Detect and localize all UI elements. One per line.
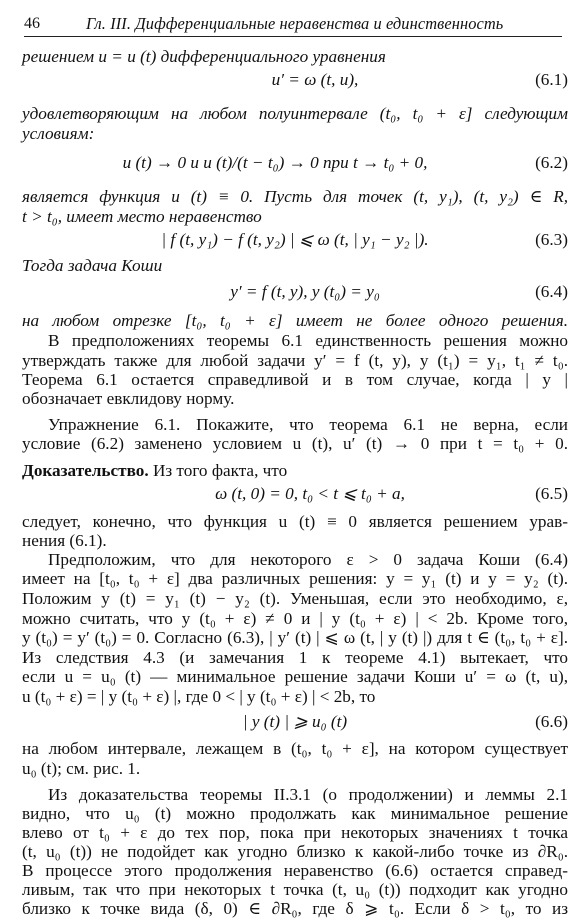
equation-formula: | y (t) | ⩾ u₀ (t) [242, 712, 348, 731]
text-line: Из следствия 4.3 (и замечания 1 к теореме 4.1) вытекает, что [22, 648, 568, 667]
text-line: на любом интервале, лежащем в (t₀, t₀ + ε], на котором существует [22, 739, 568, 758]
text-line: Теорема 6.1 остается справедливой и в том случае, когда | y | [22, 370, 568, 389]
text-line: близко к точке вида (δ, 0) ∈ ∂R₀, где δ ⩾ t₀. Если δ > t₀, то из [22, 899, 568, 918]
text-line: Положим y (t) = y₁ (t) − y₂ (t). Уменьшая, если это необходимо, ε, [22, 589, 568, 608]
equation-number: (6.6) [535, 712, 568, 731]
text-line: Из доказательства теоремы II.3.1 (о продолжении) и леммы 2.1 [48, 785, 568, 804]
running-title: Гл. III. Дифференциальные неравенства и единственность [86, 14, 504, 33]
text-line: t > t₀, имеет место неравенство [22, 207, 262, 226]
page-number: 46 [24, 15, 40, 32]
text-line: Упражнение 6.1. Покажите, что теорема 6.1 не верна, если [48, 415, 568, 434]
equation-number: (6.3) [535, 230, 568, 249]
text-line: условиям: [22, 124, 95, 143]
text-line: имеет на [t₀, t₀ + ε] два различных решения: y = y₁ (t) и y = y₂ (t). [22, 569, 568, 588]
equation-formula: y′ = f (t, y), y (t₀) = y₀ [230, 282, 380, 301]
text-line: можно считать, что y (t₀ + ε) ≠ 0 и | y (t₀ + ε) | < 2b. Кроме того, [22, 609, 568, 628]
text-line: если u = u₀ (t) — минимальное решение задачи Коши u′ = ω (t, u), [22, 667, 568, 686]
equation-number: (6.2) [535, 153, 568, 172]
text-line: нения (6.1). [22, 531, 107, 550]
text-line: на любом отрезке [t₀, t₀ + ε] имеет не более одного решения. [22, 311, 568, 330]
text-line: видно, что u₀ (t) можно продолжать как минимальное решение [22, 804, 568, 823]
text-line: y (t₀) = y′ (t₀) = 0. Согласно (6.3), | y′ (t) | ⩽ ω (t, | y (t) |) для t ∈ (t₀, t₀ + ε]. [22, 628, 568, 647]
page-header [24, 14, 562, 36]
text-line: u₀ (t); см. рис. 1. [22, 759, 141, 778]
equation-formula: | f (t, y₁) − f (t, y₂) | ⩽ ω (t, | y₁ − y₂ |). [161, 230, 429, 249]
equation-formula: u′ = ω (t, u), [271, 70, 359, 89]
equation-number: (6.5) [535, 484, 568, 503]
text-line: ливым, так что при некоторых t точка (t, u₀ (t)) подходит как угодно [22, 880, 568, 899]
text-line: В предположениях теоремы 6.1 единственность решения можно [48, 331, 568, 350]
equation-number: (6.4) [535, 282, 568, 301]
equation-number: (6.1) [535, 70, 568, 89]
text-line: следует, конечно, что функция u (t) ≡ 0 является решением урав- [22, 512, 568, 531]
text-line: влево от t₀ + ε до тех пор, пока при некоторых значениях t точка [22, 823, 568, 842]
proof-heading: Доказательство. [22, 461, 149, 480]
text-line: (t, u₀ (t)) не подойдет как угодно близко к какой-либо точке из ∂R₀. [22, 842, 568, 861]
text-line: условие (6.2) заменено условием u (t), u′ (t) → 0 при t = t₀ + 0. [22, 434, 568, 453]
text-line: u (t₀ + ε) = | y (t₀ + ε) |, где 0 < | y (t₀ + ε) | < 2b, то [22, 687, 376, 706]
proof-intro-line [22, 461, 568, 482]
equation-formula: ω (t, 0) = 0, t₀ < t ⩽ t₀ + a, [215, 484, 405, 503]
text-line: является функция u (t) ≡ 0. Пусть для точек (t, y₁), (t, y₂) ∈ R, [22, 187, 568, 206]
text-line: В процессе этого продолжения неравенство (6.6) остается справед- [22, 861, 568, 880]
text-line: утверждать также для любой задачи y′ = f (t, y), y (t₁) = y₁, t₁ ≠ t₀. [22, 351, 568, 370]
equation-formula: u (t) → 0 и u (t)/(t − t₀) → 0 при t → t₀ + 0, [122, 153, 428, 172]
text-line: обозначает евклидову норму. [22, 389, 235, 408]
text-line: удовлетворяющим на любом полуинтервале (t₀, t₀ + ε] следующим [22, 104, 568, 123]
text-line: решением u = u (t) дифференциального уравнения [22, 47, 386, 66]
text-line: Предположим, что для некоторого ε > 0 задача Коши (6.4) [48, 550, 568, 569]
text-line: Тогда задача Коши [22, 256, 163, 275]
proof-intro-text: Из того факта, что [148, 461, 288, 480]
header-rule [24, 36, 562, 37]
